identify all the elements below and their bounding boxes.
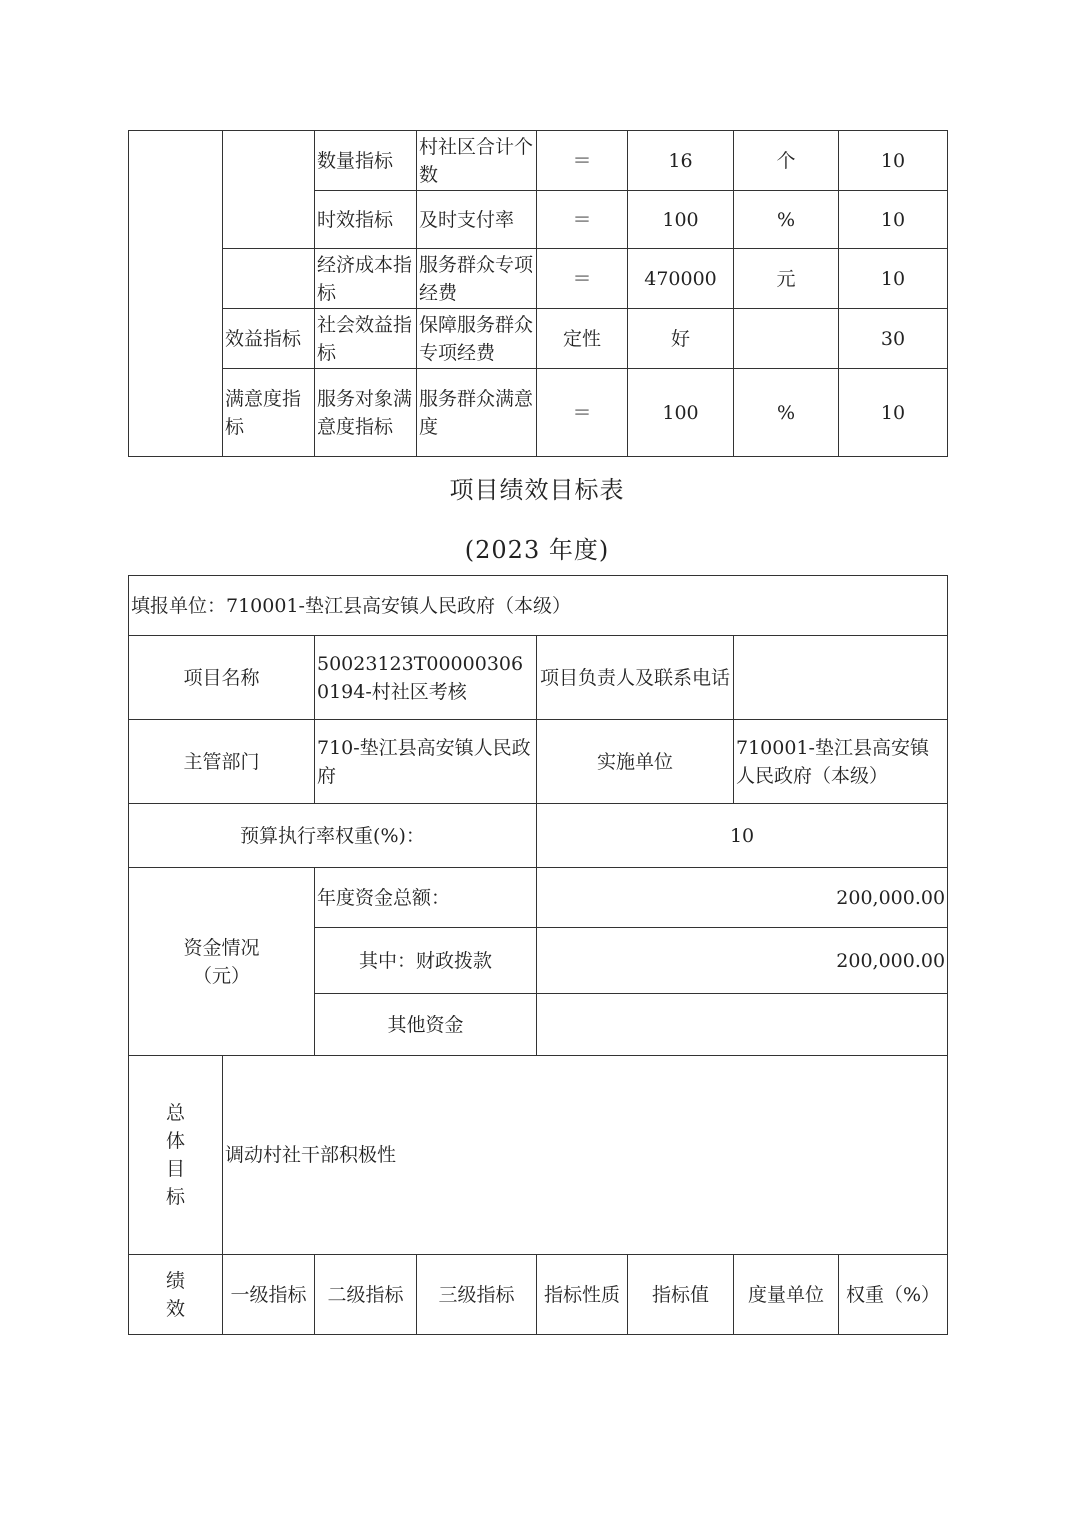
table-row [129, 369, 948, 457]
header-unit: 度量单位 [734, 1255, 839, 1335]
nature-cell: ＝ [537, 369, 628, 457]
weight-cell: 10 [839, 191, 948, 249]
contact-label: 项目负责人及联系电话 [537, 636, 734, 720]
value-cell: 100 [628, 191, 734, 249]
value-cell: 16 [628, 131, 734, 191]
nature-cell: ＝ [537, 191, 628, 249]
dept-value: 710-垫江县高安镇人民政府 [315, 720, 537, 804]
reporting-unit: 填报单位：710001-垫江县高安镇人民政府（本级） [129, 576, 948, 636]
weight-cell: 10 [839, 369, 948, 457]
level2-cell: 数量指标 [315, 131, 417, 191]
level3-cell: 村社区合计个数 [417, 131, 537, 191]
header-weight: 权重（%） [839, 1255, 948, 1335]
table-row [129, 868, 948, 928]
nature-cell: ＝ [537, 131, 628, 191]
weight-cell: 10 [839, 249, 948, 309]
level1-cell: 效益指标 [223, 309, 315, 369]
budget-rate-label: 预算执行率权重(%)： [129, 804, 537, 868]
overall-goal-value: 调动村社干部积极性 [223, 1056, 948, 1255]
nature-cell: ＝ [537, 249, 628, 309]
unit-cell: 元 [734, 249, 839, 309]
table-row [129, 720, 948, 804]
fiscal-value: 200,000.00 [537, 928, 948, 994]
indicator-table-continued [128, 130, 948, 457]
performance-goal-form [128, 575, 948, 1335]
header-level1: 一级指标 [223, 1255, 315, 1335]
other-funds-value [537, 994, 948, 1056]
table-row [129, 636, 948, 720]
header-level3: 三级指标 [417, 1255, 537, 1335]
level2-cell: 社会效益指标 [315, 309, 417, 369]
overall-goal-label [129, 1056, 223, 1255]
header-nature: 指标性质 [537, 1255, 628, 1335]
contact-value [734, 636, 948, 720]
level2-cell: 经济成本指标 [315, 249, 417, 309]
header-level2: 二级指标 [315, 1255, 417, 1335]
unit-cell: % [734, 369, 839, 457]
budget-rate-value: 10 [537, 804, 948, 868]
table-row [129, 309, 948, 369]
empty-cell [129, 131, 223, 457]
header-value: 指标值 [628, 1255, 734, 1335]
table-row [129, 576, 948, 636]
empty-cell [223, 131, 315, 249]
value-cell: 100 [628, 369, 734, 457]
performance-label-text: 绩效 [165, 1269, 185, 1320]
weight-cell: 30 [839, 309, 948, 369]
funds-label: 资金情况（元） [129, 868, 315, 1056]
project-name-label: 项目名称 [129, 636, 315, 720]
impl-label: 实施单位 [537, 720, 734, 804]
level1-cell: 满意度指标 [223, 369, 315, 457]
value-cell: 470000 [628, 249, 734, 309]
table-row [129, 1255, 948, 1335]
other-funds-label: 其他资金 [315, 994, 537, 1056]
value-cell: 好 [628, 309, 734, 369]
nature-cell: 定性 [537, 309, 628, 369]
unit-cell [734, 309, 839, 369]
unit-cell: 个 [734, 131, 839, 191]
level3-cell: 服务群众专项经费 [417, 249, 537, 309]
level2-cell: 时效指标 [315, 191, 417, 249]
dept-label: 主管部门 [129, 720, 315, 804]
impl-value: 710001-垫江县高安镇人民政府（本级） [734, 720, 948, 804]
project-name-value: 50023123T000003060194-村社区考核 [315, 636, 537, 720]
unit-cell: % [734, 191, 839, 249]
annual-total-label: 年度资金总额： [315, 868, 537, 928]
table-row [129, 131, 948, 191]
table-row [129, 804, 948, 868]
table-row [129, 1056, 948, 1255]
page-title: 项目绩效目标表 [449, 476, 625, 504]
overall-goal-label-text: 总体目标 [165, 1102, 185, 1208]
empty-cell [223, 249, 315, 309]
annual-total-value: 200,000.00 [537, 868, 948, 928]
table-row [129, 249, 948, 309]
level3-cell: 保障服务群众专项经费 [417, 309, 537, 369]
level3-cell: 及时支付率 [417, 191, 537, 249]
page-subtitle: (2023 年度) [464, 536, 610, 564]
level2-cell: 服务对象满意度指标 [315, 369, 417, 457]
performance-label [129, 1255, 223, 1335]
weight-cell: 10 [839, 131, 948, 191]
level3-cell: 服务群众满意度 [417, 369, 537, 457]
fiscal-label: 其中：财政拨款 [315, 928, 537, 994]
